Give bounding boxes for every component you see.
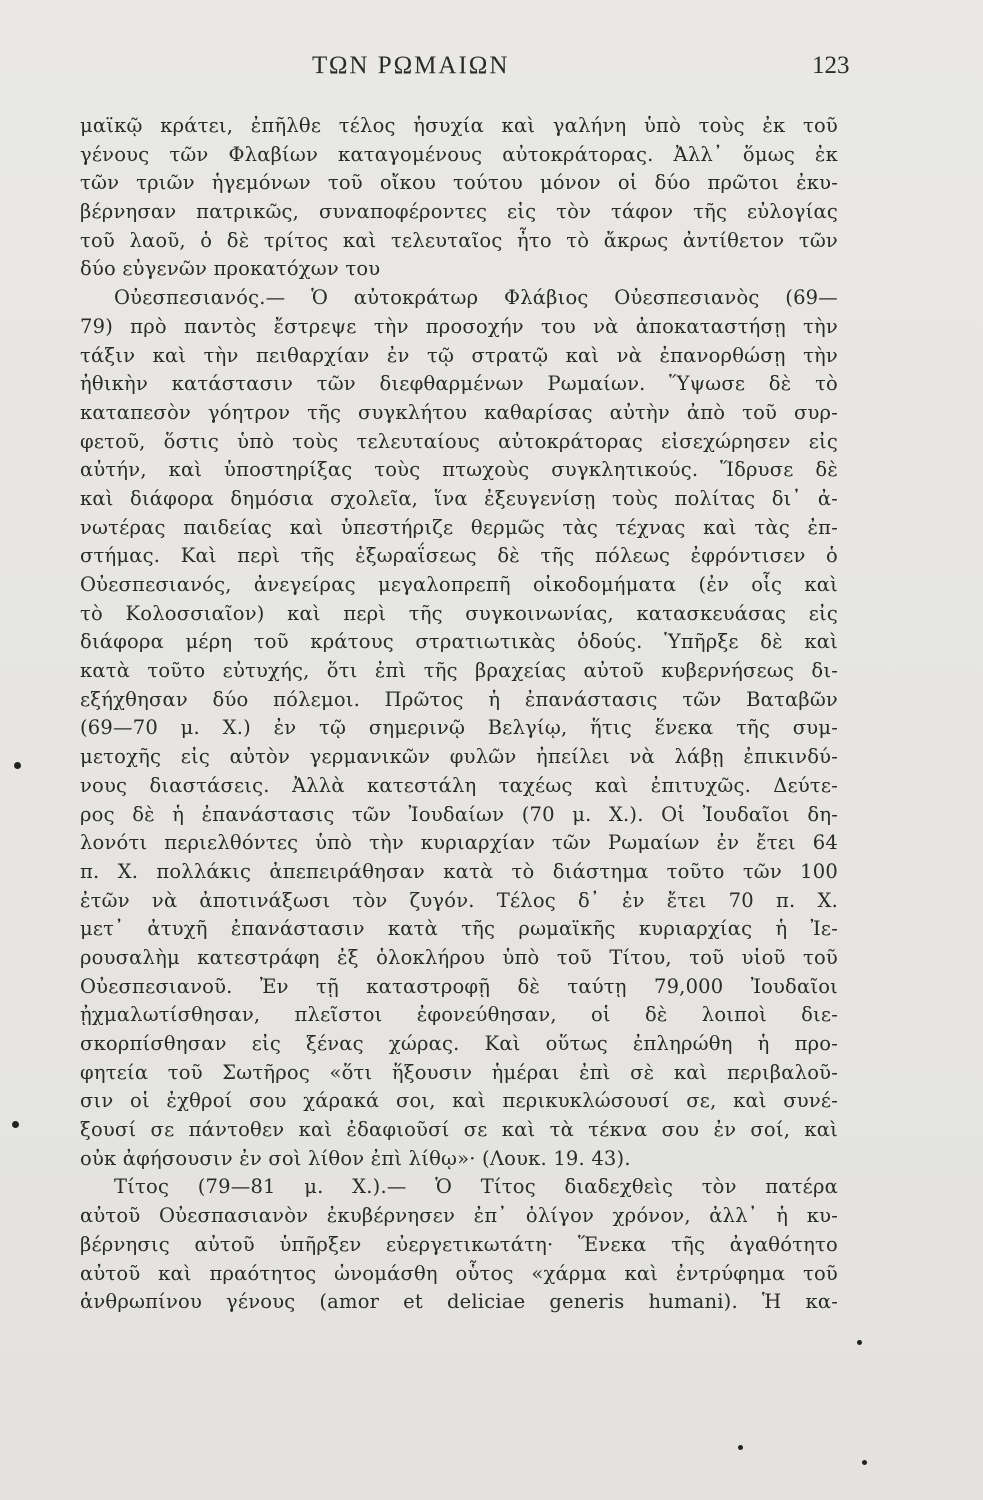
- text-line: φετοῦ, ὅστις ὑπὸ τοὺς τελευταίους αὐτοκράτορας εἰσεχώρησεν εἰς: [80, 429, 838, 453]
- text-line: σκορπίσθησαν εἰς ξένας χώρας. Καὶ οὕτως ἐπληρώθη ἡ προ-: [80, 1032, 838, 1055]
- text-line: μετοχῆς εἰς αὐτὸν γερμανικῶν φυλῶν ἠπείλει νὰ λάβῃ ἐπικινδύ-: [80, 745, 838, 769]
- text-line: ρουσαλὴμ κατεστράφη ἐξ ὁλοκλήρου ὑπὸ τοῦ Τίτου, τοῦ υἱοῦ τοῦ: [80, 945, 838, 969]
- text-line: νους διαστάσεις. Ἀλλὰ κατεστάλη ταχέως καὶ ἐπιτυχῶς. Δεύτε-: [80, 773, 838, 797]
- text-line: νωτέρας παιδείας καὶ ὑπεστήριζε θερμῶς τὰς τέχνας καὶ τὰς ἐπ-: [80, 515, 838, 539]
- text-line: εξήχθησαν δύο πόλεμοι. Πρῶτος ἡ ἐπανάστασις τῶν Βαταβῶν: [80, 687, 838, 711]
- text-line: π. Χ. πολλάκις ἀπεπειράθησαν κατὰ τὸ διάστημα τοῦτο τῶν 100: [80, 859, 838, 883]
- body-text: [80, 112, 838, 1317]
- text-line: γένους τῶν Φλαβίων καταγομένους αὐτοκράτορας. Ἀλλ᾽ ὅμως ἐκ: [80, 142, 838, 166]
- section-heading-line: Τίτος (79—81 μ. Χ.).— Ὁ Τίτος διαδεχθεὶς τὸν πατέρα: [114, 1175, 838, 1199]
- margin-dot-icon: [857, 1340, 862, 1345]
- text-line: τὸ Κολοσσιαῖον) καὶ περὶ τῆς συγκοινωνίας, κατασκευάσας εἰς: [80, 601, 838, 625]
- margin-dot-icon: [862, 1460, 867, 1465]
- text-line: ἀνθρωπίνου γένους (amor et deliciae generis humani). Ἡ κα-: [80, 1290, 838, 1314]
- text-line: ρος δὲ ἡ ἐπανάστασις τῶν Ἰουδαίων (70 μ. Χ.). Οἱ Ἰουδαῖοι δη-: [80, 802, 838, 826]
- section-heading-line: Οὐεσπεσιανός.— Ὁ αὐτοκράτωρ Φλάβιος Οὐεσπεσιανὸς (69—: [114, 286, 838, 310]
- margin-dot-icon: [14, 762, 21, 769]
- text-line: ἐτῶν νὰ ἀποτινάξωσι τὸν ζυγόν. Τέλος δ᾽ ἐν ἔτει 70 π. Χ.: [80, 888, 838, 912]
- text-line: αὐτοῦ καὶ πραότητος ὠνομάσθη οὗτος «χάρμα καὶ ἐντρύφημα τοῦ: [80, 1261, 838, 1285]
- text-line: αὐτοῦ Οὐεσπασιανὸν ἐκυβέρνησεν ἐπ᾽ ὀλίγον χρόνον, ἀλλ᾽ ἡ κυ-: [80, 1204, 838, 1228]
- text-line: (69—70 μ. Χ.) ἐν τῷ σημερινῷ Βελγίῳ, ἥτις ἕνεκα τῆς συμ-: [80, 716, 838, 740]
- text-line: μαϊκῷ κράτει, ἐπῆλθε τέλος ἡσυχία καὶ γαλήνη ὑπὸ τοὺς ἐκ τοῦ: [80, 114, 838, 137]
- text-line: τοῦ λαοῦ, ὁ δὲ τρίτος καὶ τελευταῖος ἦτο τὸ ἄκρως ἀντίθετον τῶν: [80, 228, 838, 252]
- margin-dot-icon: [12, 1121, 19, 1128]
- text-line: Οὐεσπεσιανός, ἀνεγείρας μεγαλοπρεπῆ οἰκοδομήματα (ἐν οἷς καὶ: [80, 573, 838, 596]
- text-line: ξουσί σε πάντοθεν καὶ ἐδαφιοῦσί σε καὶ τὰ τέκνα σου ἐν σοί, καὶ: [80, 1118, 838, 1142]
- text-line: Οὐεσπεσιανοῦ. Ἐν τῇ καταστροφῇ δὲ ταύτῃ 79,000 Ἰουδαῖοι: [80, 974, 838, 998]
- text-line: σιν οἱ ἐχθροί σου χάρακά σοι, καὶ περικυκλώσουσί σε, καὶ συνέ-: [80, 1089, 838, 1113]
- text-line: διάφορα μέρη τοῦ κράτους στρατιωτικὰς ὁδούς. Ὑπῆρξε δὲ καὶ: [80, 630, 838, 654]
- text-line: φητεία τοῦ Σωτῆρος «ὅτι ἥξουσιν ἡμέραι ἐπὶ σὲ καὶ περιβαλοῦ-: [80, 1060, 838, 1084]
- text-line: κατὰ τοῦτο εὐτυχής, ὅτι ἐπὶ τῆς βραχείας αὐτοῦ κυβερνήσεως δι-: [80, 659, 838, 683]
- text-line: ᾐχμαλωτίσθησαν, πλεῖστοι ἐφονεύθησαν, οἱ δὲ λοιποὶ διε-: [80, 1003, 838, 1027]
- text-line: τῶν τριῶν ἡγεμόνων τοῦ οἴκου τούτου μόνον οἱ δύο πρῶτοι ἐκυ-: [80, 171, 838, 195]
- text-line: στήμας. Καὶ περὶ τῆς ἐξωραΐσεως δὲ τῆς πόλεως ἐφρόντισεν ὁ: [80, 544, 838, 568]
- text-line: λονότι περιελθόντες ὑπὸ τὴν κυριαρχίαν τῶν Ρωμαίων ἐν ἔτει 64: [80, 831, 838, 855]
- margin-dot-icon: [738, 1445, 743, 1450]
- text-line: οὐκ ἀφήσουσιν ἐν σοὶ λίθον ἐπὶ λίθῳ»· (Λουκ. 19. 43).: [80, 1146, 631, 1170]
- text-line: βέρνησις αὐτοῦ ὑπῆρξεν εὐεργετικωτάτη· Ἕνεκα τῆς ἀγαθότητο: [80, 1232, 838, 1256]
- text-line: δύο εὐγενῶν προκατόχων του: [80, 257, 381, 281]
- text-line: μετ᾽ ἀτυχῆ ἐπανάστασιν κατὰ τῆς ρωμαϊκῆς κυριαρχίας ἡ Ἰε-: [80, 917, 838, 941]
- text-line: καὶ διάφορα δημόσια σχολεῖα, ἵνα ἐξευγενίσῃ τοὺς πολίτας δι᾽ ἀ-: [80, 486, 838, 510]
- page-number: 123: [812, 52, 850, 79]
- text-line: 79) πρὸ παντὸς ἔστρεψε τὴν προσοχήν του νὰ ἀποκαταστήσῃ τὴν: [80, 314, 838, 338]
- text-line: ἠθικὴν κατάστασιν τῶν διεφθαρμένων Ρωμαίων. Ὕψωσε δὲ τὸ: [80, 372, 838, 396]
- text-line: καταπεσὸν γόητρον τῆς συγκλήτου καθαρίσας αὐτὴν ἀπὸ τοῦ συρ-: [80, 400, 838, 424]
- running-title: ΤΩΝ ΡΩΜΑΙΩΝ: [312, 52, 510, 79]
- text-line: τάξιν καὶ τὴν πειθαρχίαν ἐν τῷ στρατῷ καὶ νὰ ἐπανορθώσῃ τὴν: [80, 343, 838, 367]
- text-line: βέρνησαν πατρικῶς, συναποφέροντες εἰς τὸν τάφον τῆς εὐλογίας: [80, 200, 838, 224]
- text-line: αὐτήν, καὶ ὑποστηρίξας τοὺς πτωχοὺς συγκλητικούς. Ἵδρυσε δὲ: [80, 458, 838, 482]
- page-header: [0, 52, 983, 92]
